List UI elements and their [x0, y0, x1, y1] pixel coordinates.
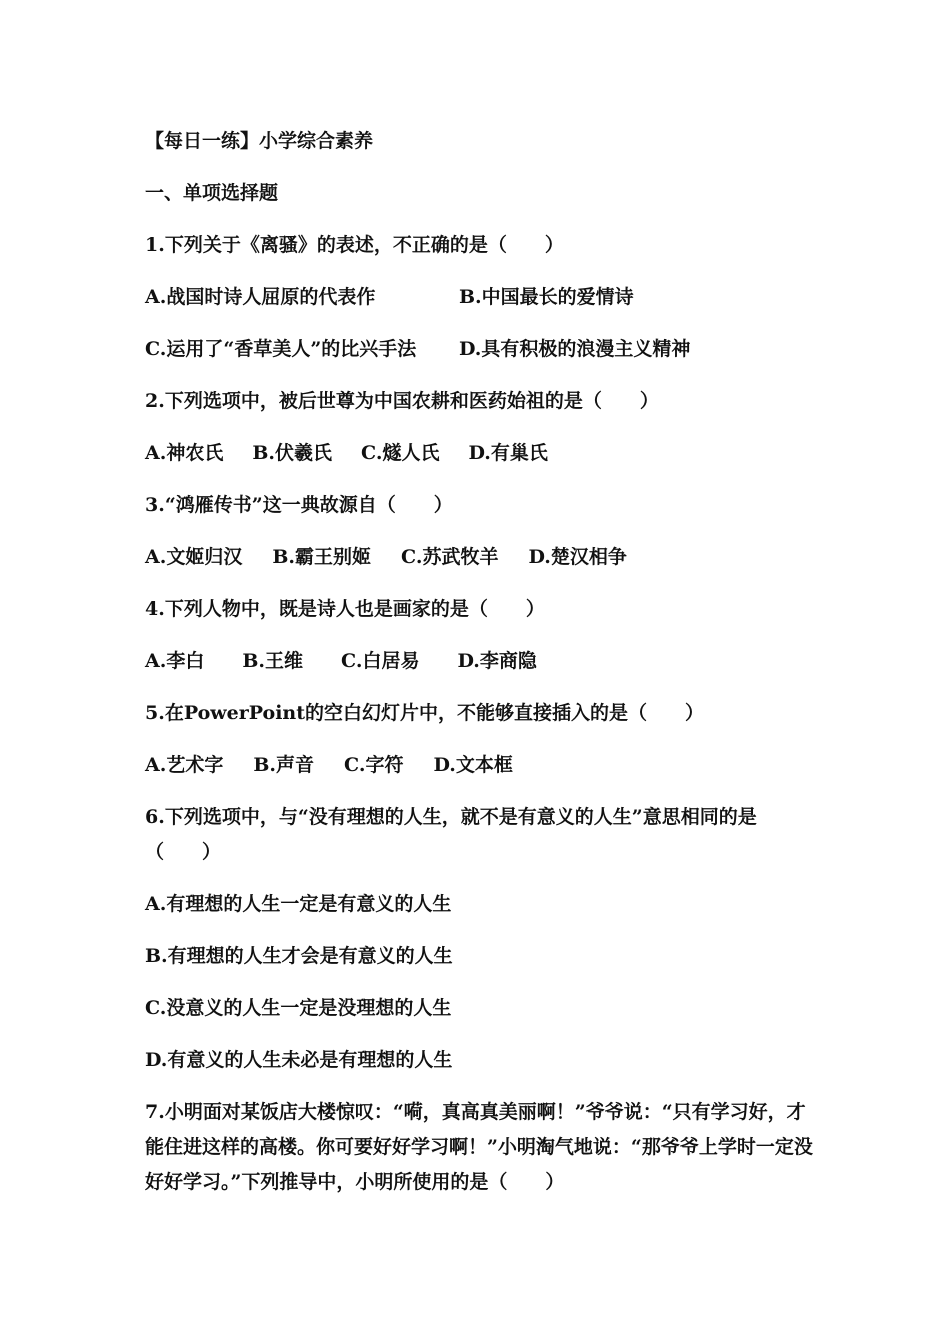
question-3-option-b[interactable]: B.霸王别姬	[272, 546, 372, 568]
question-6-option-c[interactable]: C.没意义的人生一定是没理想的人生	[145, 997, 452, 1019]
question-6-option-a[interactable]: A.有理想的人生一定是有意义的人生	[145, 893, 452, 915]
question-4-option-c[interactable]: C.白居易	[341, 650, 420, 672]
question-1-option-d[interactable]: D.具有积极的浪漫主义精神	[459, 338, 691, 360]
question-2-option-c[interactable]: C.燧人氏	[361, 442, 440, 464]
question-3-options	[145, 540, 820, 575]
question-4-option-d[interactable]: D.李商隐	[457, 650, 537, 672]
document-page	[145, 124, 820, 1217]
question-6-stem: 6.下列选项中，与“没有理想的人生，就不是有意义的人生”意思相同的是（ ）	[145, 806, 757, 863]
question-1-option-a[interactable]: A.战国时诗人屈原的代表作	[145, 286, 376, 308]
question-3-stem: 3.“鸿雁传书”这一典故源自（ ）	[145, 494, 453, 516]
question-2-options	[145, 436, 820, 471]
question-1-stem: 1.下列关于《离骚》的表述，不正确的是（ ）	[145, 234, 564, 256]
question-5-option-c[interactable]: C.字符	[344, 754, 404, 776]
question-5-option-a[interactable]: A.艺术字	[145, 754, 224, 776]
question-7-stem: 7.小明面对某饭店大楼惊叹：“嗬，真高真美丽啊！”爷爷说：“只有学习好，才能住进这样的高楼。你可要好好学习啊！”小明淘气地说：“那爷爷上学时一定没好好学习。”下列推导中，小明所使用的是（ ）	[145, 1101, 813, 1193]
question-5-stem: 5.在PowerPoint的空白幻灯片中，不能够直接插入的是（ ）	[145, 702, 704, 724]
question-4-stem: 4.下列人物中，既是诗人也是画家的是（ ）	[145, 598, 545, 620]
question-4-option-b[interactable]: B.王维	[242, 650, 304, 672]
question-2-option-d[interactable]: D.有巢氏	[468, 442, 548, 464]
question-3-option-d[interactable]: D.楚汉相争	[528, 546, 627, 568]
question-4-options	[145, 644, 820, 679]
question-1-option-b[interactable]: B.中国最长的爱情诗	[459, 286, 634, 308]
question-2-option-a[interactable]: A.神农氏	[145, 442, 224, 464]
section-heading: 一、单项选择题	[145, 182, 279, 204]
question-3-option-a[interactable]: A.文姬归汉	[145, 546, 243, 568]
question-1-options-row-1	[145, 280, 820, 315]
question-6-option-b[interactable]: B.有理想的人生才会是有意义的人生	[145, 945, 453, 967]
question-5-option-b[interactable]: B.声音	[253, 754, 315, 776]
document-title: 【每日一练】小学综合素养	[145, 130, 374, 152]
question-1-options-row-2	[145, 332, 820, 367]
question-5-options	[145, 748, 820, 783]
question-2-option-b[interactable]: B.伏羲氏	[252, 442, 333, 464]
question-2-stem: 2.下列选项中，被后世尊为中国农耕和医药始祖的是（ ）	[145, 390, 659, 412]
question-4-option-a[interactable]: A.李白	[145, 650, 205, 672]
question-3-option-c[interactable]: C.苏武牧羊	[401, 546, 499, 568]
question-1-option-c[interactable]: C.运用了“香草美人”的比兴手法	[145, 338, 417, 360]
question-5-option-d[interactable]: D.文本框	[433, 754, 513, 776]
question-6-option-d[interactable]: D.有意义的人生未必是有理想的人生	[145, 1049, 453, 1071]
